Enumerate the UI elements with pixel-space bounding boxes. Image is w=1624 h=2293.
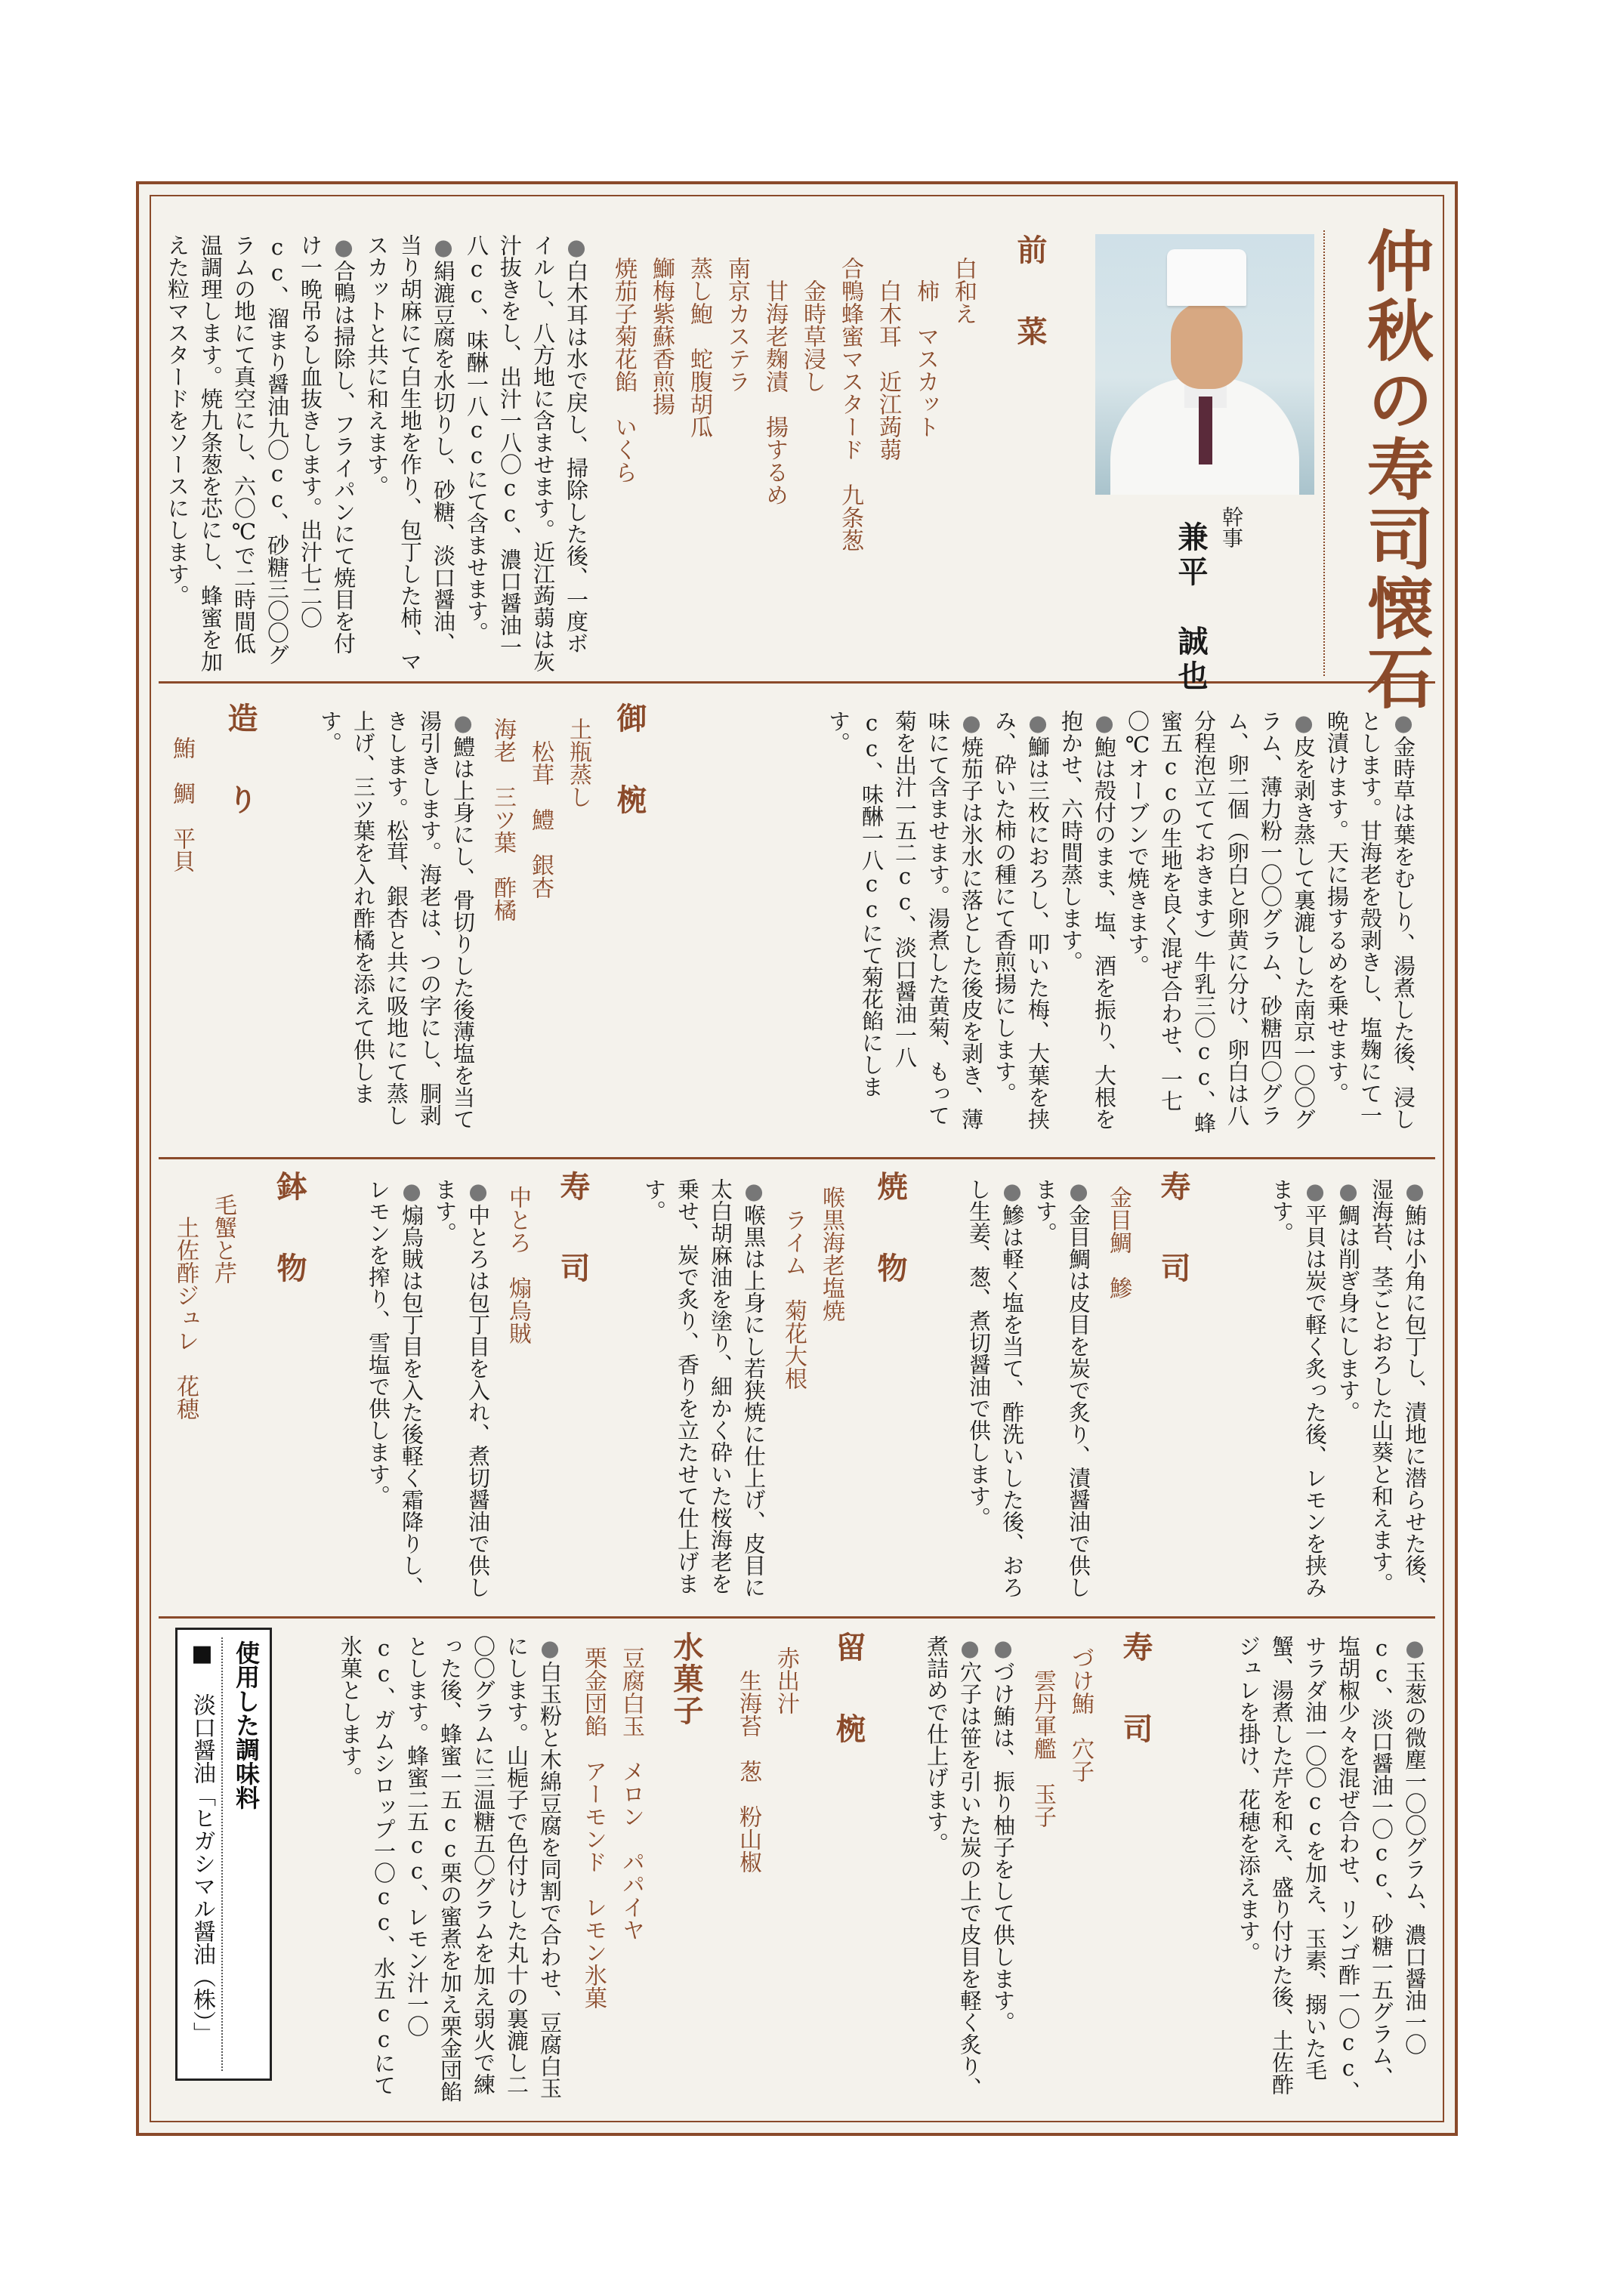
bullet-dot: ● xyxy=(331,234,357,260)
section-title-yakimono: 焼 物 xyxy=(872,1171,908,1293)
paragraph: ●白木耳は水で戻し、掃除した後、一度ボイルし、八方地に含ませます。近江蒟蒻は灰汁抜きをし、出汁一八〇cc、濃口醤油一八cc、味醂一八ccにて含ませます。 xyxy=(464,234,589,672)
bullet-dot: ● xyxy=(741,1178,767,1204)
menu-item: づけ鮪 穴子 xyxy=(1067,1646,1094,1782)
chef-photo xyxy=(1095,234,1314,495)
divider-row2 xyxy=(159,1157,1435,1159)
bullet-dot: ● xyxy=(563,234,589,260)
paragraph: ●平貝は炭で軽く炙った後、レモンを挟みます。 xyxy=(1269,1178,1328,1598)
menu-item: 豆腐白玉 メロン パパイヤ xyxy=(618,1646,644,1941)
section-title-tsukuri: 造 り xyxy=(223,702,258,825)
section-title-tomewan: 留 椀 xyxy=(831,1631,866,1754)
paragraph: ●煽烏賊は包丁目を入た後軽く霜降りし、レモンを搾り、雪塩で供します。 xyxy=(366,1178,425,1598)
menu-item: 鮪 鯛 平貝 xyxy=(168,736,195,872)
paragraph: ●白玉粉と木綿豆腐を同割で合わせ、豆腐白玉にします。山梔子で色付けした丸十の裏漉し二〇〇グラムに三温糖五〇グラムを加え弱火で練った後、蜂蜜一五cc栗の蜜煮を加え栗金団餡とします。蜂蜜二五cc、レモン汁一〇cc、ガムシロップ一〇cc、水五ccにて氷菓とします。 xyxy=(338,1635,563,2103)
menu-item: 合鴨蜂蜜マスタード 九条葱 xyxy=(837,257,863,551)
bullet-dot: ● xyxy=(537,1635,563,1661)
paragraph: ●鱧は上身にし、骨切りした後薄塩を当て湯引きします。海老は、つの字にし、胴剥きします。松茸、銀杏と共に吸地にて蒸し上げ、三ツ葉を入れ酢橘を添えて供します。 xyxy=(317,710,476,1130)
paragraph: ●焼茄子は氷水に落とした後皮を剥き、薄味にて含ませます。湯煮した黄菊、もって菊を出汁一五二cc、淡口醤油一八cc、味醂一八ccにて菊花餡にします。 xyxy=(826,710,984,1130)
paragraph: ●金時草は葉をむしり、湯煮した後、浸しとします。甘海老を殻剥きし、塩麹にて一晩漬けます。天に揚するめを乗せます。 xyxy=(1324,710,1416,1130)
bullet-dot: ● xyxy=(999,1178,1025,1204)
menu-item: 雲丹軍艦 玉子 xyxy=(1030,1669,1056,1828)
bullet-dot: ● xyxy=(1391,710,1416,736)
body-owan xyxy=(298,710,480,1140)
bullet-dot: ● xyxy=(1302,1178,1328,1204)
bullet-dot: ● xyxy=(431,234,456,260)
body-sushi3 xyxy=(899,1635,1020,2103)
bullet-dot: ● xyxy=(1402,1178,1428,1204)
bullet-dot: ● xyxy=(1291,710,1317,736)
seasoning-box-divider xyxy=(221,1637,223,2071)
menu-item: 白和え xyxy=(950,257,977,325)
menu-item: 柿 マスカット xyxy=(912,279,939,438)
menu-item: 松茸 鱧 銀杏 xyxy=(527,740,554,899)
seasoning-box-item: ■ 淡口醤油「ヒガシマル醤油（株）」 xyxy=(189,1640,215,2045)
bullet-dot: ● xyxy=(399,1178,425,1204)
seasoning-box-title: 使用した調味料 xyxy=(232,1640,261,1810)
bullet-dot: ● xyxy=(450,710,476,736)
bullet-dot: ● xyxy=(1066,1178,1091,1204)
menu-list-mizugashi xyxy=(574,1646,650,2069)
bullet-dot: ● xyxy=(1402,1635,1428,1661)
paragraph: ●皮を剥き蒸して裏漉しした南京一〇〇グラム、薄力粉一〇〇グラム、砂糖四〇グラム、卵二個（卵白と卵黄に分け、卵白は八分程泡立てておきます）牛乳三〇cc、蜂蜜五ccの生地を良く混ぜ合わせ、一七〇℃オーブンで焼きます。 xyxy=(1125,710,1317,1134)
paragraph: ●鮪は小角に包丁し、漬地に潜らせた後、湿海苔、茎ごとおろした山葵と和えます。 xyxy=(1369,1178,1428,1598)
chef-role: 幹事 xyxy=(1219,506,1244,548)
section-title-owan: 御 椀 xyxy=(612,702,647,825)
body-sushi1 xyxy=(925,1178,1095,1609)
paragraph: ●鯛は削ぎ身にします。 xyxy=(1335,1178,1361,1423)
paragraph: ●絹漉豆腐を水切りし、砂糖、淡口醤油、当り胡麻にて白生地を作り、包丁した柿、マスカットと共に和えます。 xyxy=(364,234,456,672)
menu-item: 白木耳 近江蒟蒻 xyxy=(875,279,901,461)
body-zensai-part2 xyxy=(657,710,1420,1140)
seasoning-box xyxy=(175,1628,272,2081)
paragraph: ●鰺は軽く塩を当て、酢洗いした後、おろし生姜、葱、煮切醤油で供します。 xyxy=(966,1178,1025,1598)
bullet-dot: ● xyxy=(990,1635,1016,1661)
body-tsukuri xyxy=(1212,1178,1431,1609)
menu-item: 蒸し鮑 蛇腹胡瓜 xyxy=(686,257,712,438)
menu-item: 鰤梅紫蘇香煎揚 xyxy=(648,257,675,415)
section-title-mizugashi: 水菓子 xyxy=(668,1631,704,1727)
paragraph: ●鰤は三枚におろし、叩いた梅、大葉を挟み、砕いた柿の種にて香煎揚にします。 xyxy=(992,710,1051,1130)
body-zensai-part1 xyxy=(165,234,593,672)
menu-item: 土瓶蒸し xyxy=(565,718,591,808)
divider-row1 xyxy=(159,681,1435,684)
menu-list-sushi3 xyxy=(1023,1646,1099,2069)
menu-list-yakimono xyxy=(774,1186,850,1586)
chef-hat-shape xyxy=(1167,249,1246,306)
menu-item: 喉黒海老塩焼 xyxy=(818,1186,844,1322)
section-title-zensai: 前 菜 xyxy=(1012,234,1048,356)
chef-name: 兼平 誠也 xyxy=(1173,521,1209,695)
section-title-hachimono: 鉢 物 xyxy=(272,1171,307,1293)
menu-list-hachimono xyxy=(166,1193,242,1594)
body-yakimono xyxy=(627,1178,770,1609)
paragraph: ●金目鯛は皮目を炭で炙り、漬醤油で供します。 xyxy=(1033,1178,1091,1598)
menu-item: ライム 菊花大根 xyxy=(780,1208,807,1390)
section-title-sushi3: 寿 司 xyxy=(1118,1631,1153,1754)
paragraph: ●鮑は殻付のまま、塩、酒を振り、大根を抱かせ、六時間蒸します。 xyxy=(1058,710,1117,1130)
menu-item: 毛蟹と芹 xyxy=(210,1193,236,1284)
bullet-dot: ● xyxy=(465,1178,491,1204)
section-title-sushi1: 寿 司 xyxy=(1156,1171,1191,1293)
menu-list-owan xyxy=(483,718,597,1140)
menu-item: 生海苔 葱 粉山椒 xyxy=(735,1669,761,1873)
menu-list-tsukuri xyxy=(162,736,200,1114)
menu-list-zensai xyxy=(604,257,982,665)
section-title-sushi2: 寿 司 xyxy=(555,1171,591,1293)
menu-item: 金目鯛 鰺 xyxy=(1105,1186,1132,1299)
bullet-dot: ● xyxy=(1025,710,1051,736)
page-title: 仲秋の寿司懐石 xyxy=(1357,227,1435,713)
menu-item: 海老 三ツ葉 酢橘 xyxy=(489,718,516,921)
menu-item: 南京カステラ xyxy=(724,257,750,393)
bullet-dot: ● xyxy=(959,710,984,736)
bullet-dot: ● xyxy=(1091,710,1117,736)
paragraph: ●玉葱の微塵一〇〇グラム、濃口醤油一〇cc、淡口醤油一〇cc、砂糖一五グラム、塩胡椒少々を混ぜ合わせ、リンゴ酢一〇cc、サラダ油一〇〇ccを加え、玉素、搦いた毛蟹、湯煮した芹を和え、盛り付けた後、土佐酢ジュレを掛け、花穂を添えます。 xyxy=(1236,1635,1428,2103)
paragraph: ●づけ鮪は、振り柚子をして供します。 xyxy=(990,1635,1016,2033)
menu-item: 焼茄子菊花餡 いくら xyxy=(610,257,637,483)
bullet-dot: ● xyxy=(957,1635,983,1661)
menu-item: 土佐酢ジュレ 花穂 xyxy=(172,1216,199,1420)
menu-item: 赤出汁 xyxy=(773,1646,799,1714)
chef-face-shape xyxy=(1171,302,1243,389)
menu-item: 甘海老麹漬 揚するめ xyxy=(761,279,788,506)
chef-tie-shape xyxy=(1199,397,1212,464)
body-sushi2 xyxy=(344,1178,495,1609)
menu-list-sushi2 xyxy=(499,1186,536,1586)
title-divider xyxy=(1323,230,1325,676)
menu-list-tomewan xyxy=(729,1646,804,2069)
menu-item: 中とろ 煽烏賊 xyxy=(505,1186,531,1344)
body-hachimono xyxy=(1182,1635,1431,2103)
menu-list-sushi1 xyxy=(1099,1186,1137,1586)
paragraph: ●合鴨は掃除し、フライパンにて焼目を付け一晩吊るし血抜きします。出汁七二〇cc、溜まり醤油九〇cc、砂糖三〇〇グラムの地にて真空にし、六〇℃で二時間低温調理します。焼九条葱を芯にし、蜂蜜を加えた粒マスタードをソースにします。 xyxy=(165,234,357,672)
paragraph: ●穴子は笹を引いた炭の上で皮目を軽く炙り、煮詰めで仕上げます。 xyxy=(924,1635,983,2099)
body-mizugashi xyxy=(310,1635,567,2103)
divider-row3 xyxy=(159,1616,1435,1619)
menu-item: 金時草浸し xyxy=(799,279,826,393)
bullet-dot: ● xyxy=(1335,1178,1361,1204)
menu-item: 栗金団餡 アーモンド レモン氷菓 xyxy=(580,1646,607,2009)
paragraph: ●中とろは包丁目を入れ、煮切醤油で供します。 xyxy=(432,1178,491,1598)
paragraph: ●喉黒は上身にし若狭焼に仕上げ、皮目に太白胡麻油を塗り、細かく砕いた桜海老を乗せ、炭で炙り、香りを立たせて仕上げます。 xyxy=(641,1178,767,1598)
